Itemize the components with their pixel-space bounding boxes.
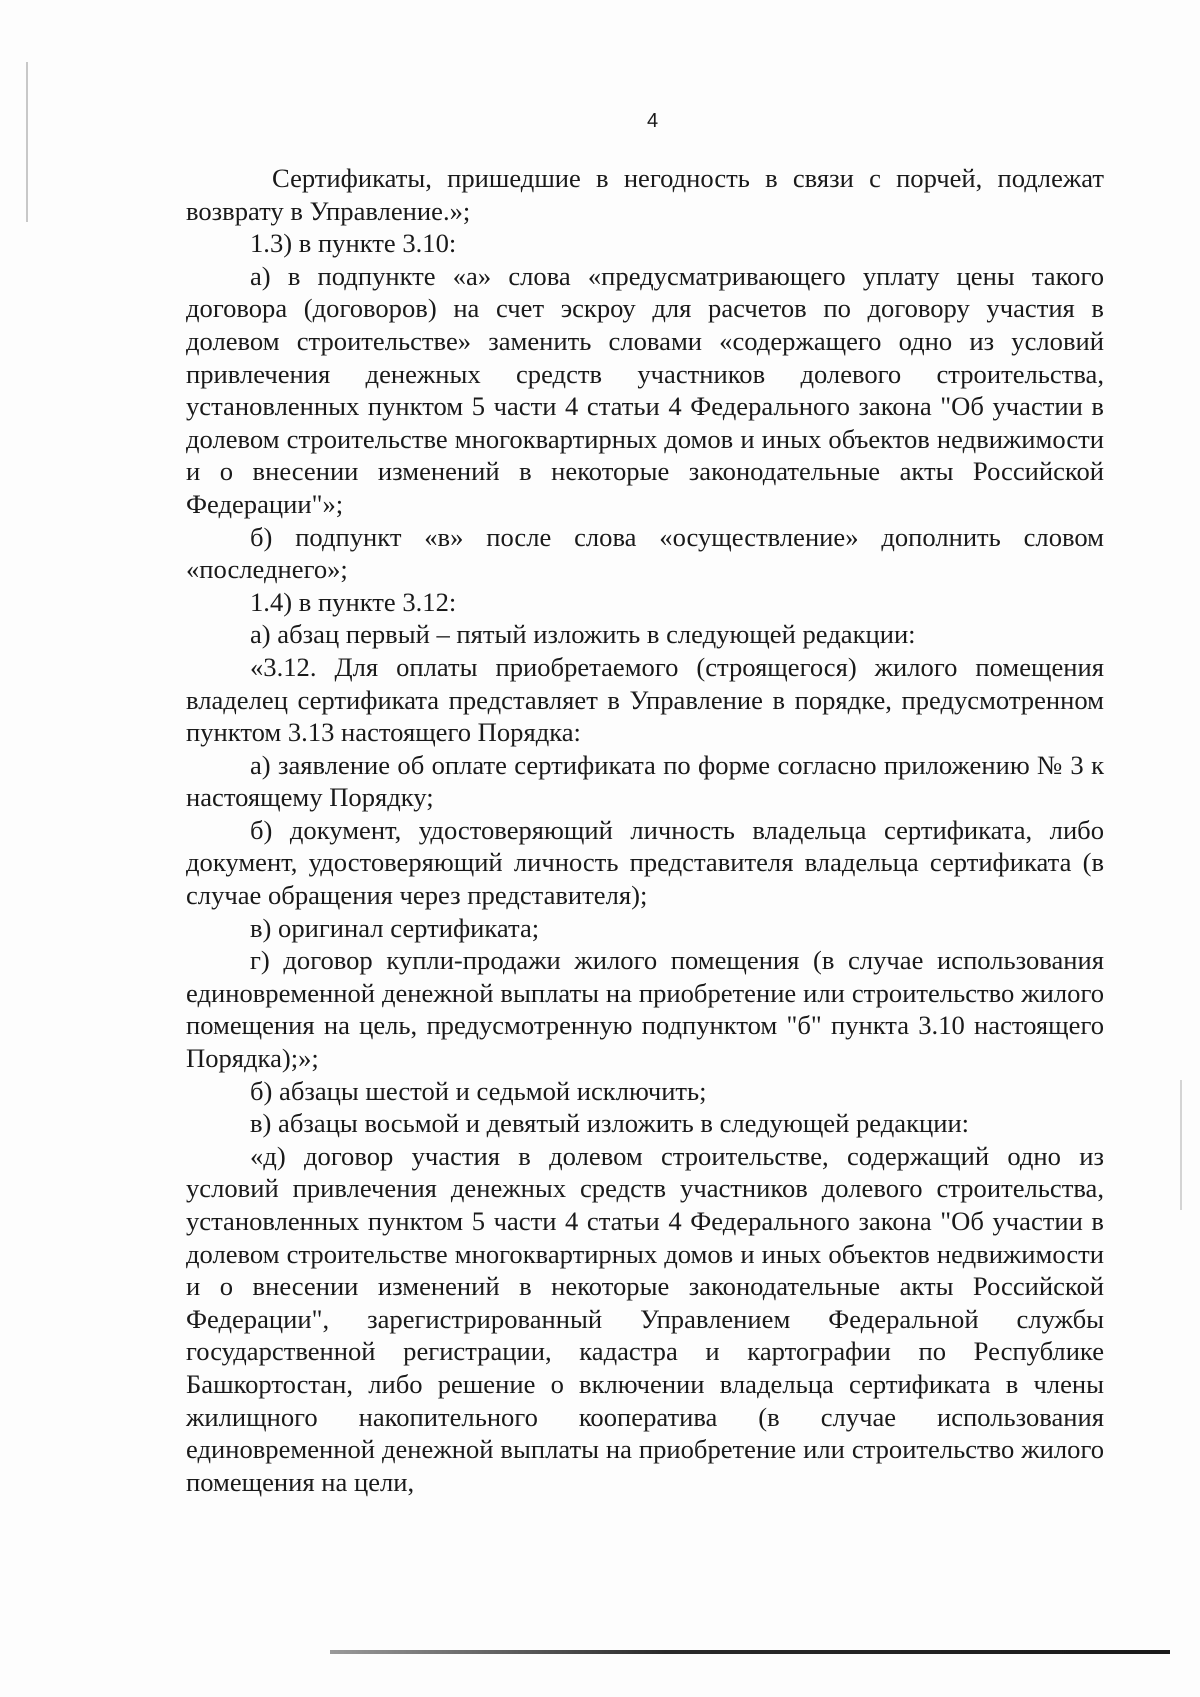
paragraph: в) абзацы восьмой и девятый изложить в следующей редакции:: [250, 1108, 970, 1139]
paragraph: б) абзацы шестой и седьмой исключить;: [250, 1075, 707, 1106]
paragraph: «д) договор участия в долевом строительстве, содержащий одно из условий привлечения денежных средств участников долевого строительства, установленных пунктом 5 части 4 статьи 4 Федерального закона "Об участии в долевом строительстве многоквартирных домов и иных объектов недвижимости и о внесении изменений в некоторые законодательные акты Российской Федерации", зарегистрированный Управлением Федеральной службы государственной регистрации, кадастра и картографии по Республике Башкортостан, либо решение о включении владельца сертификата в члены жилищного накопительного кооператива (в случае использования единовременной денежной выплаты на приобретение или строительство жилого помещения на цели,: [186, 1140, 1104, 1497]
paragraph: в) оригинал сертификата;: [250, 912, 540, 943]
page-number: 4: [646, 110, 659, 132]
paragraph: а) в подпункте «а» слова «предусматривающего уплату цены такого договора (договоров) на счет эскроу для расчетов по договору участия в долевом строительстве» заменить словами «содержащего одно из условий привлечения денежных средств участников долевого строительства, установленных пунктом 5 части 4 статьи 4 Федерального закона "Об участии в долевом строительстве многоквартирных домов и иных объектов недвижимости и о внесении изменений в некоторые законодательные акты Российской Федерации"»;: [186, 260, 1104, 519]
paragraph: а) заявление об оплате сертификата по форме согласно приложению № 3 к настоящему Порядку;: [186, 749, 1104, 813]
paragraph: «3.12. Для оплаты приобретаемого (строящегося) жилого помещения владелец сертификата представляет в Управление в порядке, предусмотренном пунктом 3.13 настоящего Порядка:: [186, 651, 1104, 748]
paragraph: г) договор купли-продажи жилого помещения (в случае использования единовременной денежной выплаты на приобретение или строительство жилого помещения на цель, предусмотренную подпунктом "б" пункта 3.10 настоящего Порядка);»;: [186, 945, 1104, 1074]
paragraph: Сертификаты, пришедшие в негодность в связи с порчей, подлежат возврату в Управление.»;: [186, 163, 1104, 226]
document-body: [186, 162, 1104, 1498]
paragraph: б) документ, удостоверяющий личность владельца сертификата, либо документ, удостоверяющий личность представителя владельца сертификата (в случае обращения через представителя);: [186, 814, 1104, 911]
scan-edge-mark: [26, 62, 28, 222]
paragraph: 1.4) в пункте 3.12:: [250, 586, 457, 617]
paragraph: б) подпункт «в» после слова «осуществление» дополнить словом «последнего»;: [186, 521, 1104, 585]
footer-rule: [330, 1650, 1170, 1654]
paragraph: а) абзац первый – пятый изложить в следующей редакции:: [250, 619, 916, 650]
scan-edge-mark: [1180, 1080, 1182, 1210]
paragraph: 1.3) в пункте 3.10:: [250, 228, 457, 259]
